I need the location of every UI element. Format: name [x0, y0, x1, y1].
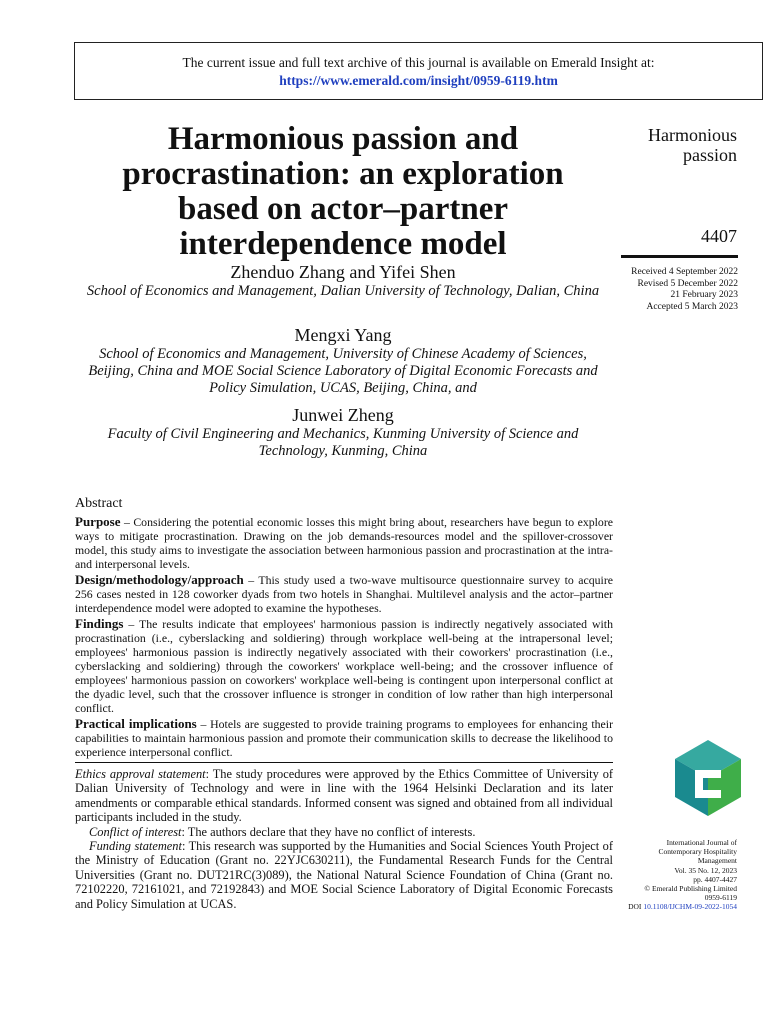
- journal-line: Management: [697, 856, 737, 866]
- footnotes: [75, 767, 613, 911]
- note-label: Funding statement: [89, 839, 182, 854]
- archive-banner: [74, 42, 763, 100]
- doi-line: [600, 902, 737, 911]
- author-block: [80, 325, 606, 397]
- author-name: Mengxi Yang: [294, 325, 392, 345]
- issn: 0959-6119: [704, 893, 737, 903]
- revised-line: 21 February 2023: [670, 290, 738, 300]
- note-label: Ethics approval statement: [75, 767, 206, 781]
- abstract-section: [75, 573, 613, 615]
- doi-label: DOI: [628, 902, 644, 912]
- running-head: [615, 125, 737, 165]
- running-head-line: passion: [683, 145, 737, 165]
- page-number-rule: [621, 255, 738, 258]
- journal-pages: pp. 4407-4427: [693, 874, 737, 884]
- section-label: Practical implications: [75, 716, 197, 731]
- author-name: Junwei Zheng: [292, 405, 394, 425]
- note-label: Conflict of interest: [89, 824, 182, 839]
- doi-link[interactable]: 10.1108/IJCHM-09-2022-1054: [643, 902, 737, 912]
- author-affiliation: Faculty of Civil Engineering and Mechanics, Kunming University of Science and Technology, Kunming, China: [107, 426, 579, 459]
- note-text: : This research was supported by the Humanities and Social Sciences Youth Project of the Ministry of Education (Grant no. 22YJC630211), the Fundamental Research Funds for the Central Universities (Grant no. DUT21RC(3)089), the National Natural Science Foundation of China (Grant no. 72102220, 72161021, and 72192843) and MOE Social Science Laboratory of Digital Economic Forecasts and Policy Simulation at UCAS.: [75, 839, 613, 911]
- journal-url-link[interactable]: https://www.emerald.com/insight/0959-6119.htm: [279, 73, 558, 88]
- author-affiliation: School of Economics and Management, University of Chinese Academy of Sciences, Beijing, China and MOE Social Science Laboratory of Digital Economic Forecasts and Policy Simulation, UCAS, Beijing, China, and: [88, 346, 598, 396]
- conflict-statement: [75, 825, 613, 839]
- ethics-statement: [75, 767, 613, 825]
- banner-text: The current issue and full text archive of this journal is available on Emerald Insight at:: [182, 55, 655, 70]
- abstract-heading: Abstract: [75, 496, 123, 511]
- received-line: Received 4 September 2022: [631, 267, 738, 277]
- journal-info: [600, 838, 737, 912]
- section-label: Design/methodology/approach: [75, 572, 244, 587]
- abstract-section: [75, 717, 613, 759]
- journal-line: International Journal of: [666, 838, 737, 847]
- section-text: – Hotels are suggested to provide training programs to employees for enhancing their capabilities to maintain harmonious passion and promote their communication skills to decrease the likelihood to experience interpersonal conflict.: [75, 717, 613, 759]
- author-block: [80, 262, 606, 300]
- funding-statement: [75, 839, 613, 911]
- section-label: Findings: [75, 616, 124, 631]
- accepted-line: Accepted 5 March 2023: [646, 301, 738, 312]
- section-text: – Considering the potential economic losses this might bring about, researchers have begun to explore ways to mitigate procrastination. Drawing on the job demands-resources model and the spillover-crossover model, this study aims to investigate the association between harmonious passion and procrastination at the intra- and interpersonal levels.: [75, 515, 613, 571]
- journal-line: Contemporary Hospitality: [658, 847, 737, 857]
- author-block: [80, 405, 606, 460]
- section-text: – The results indicate that employees' harmonious passion is indirectly negatively associated with procrastination (i.e., cyberslacking and soldiering) through workplace well-being at the intrapersonal level; employees' harmonious passion is indirectly negatively associated with their coworkers' procrastination (i.e., cyberslacking and soldiering) through the coworkers' workplace well-being; and the crossover influence of employees' harmonious passion on coworkers' workplace well-being is contingent upon interpersonal conflict at the dyadic level, such that the crossover influence is stronger in condition of low rather than high interpersonal conflict.: [75, 617, 613, 715]
- crossref-logo-icon: [675, 740, 741, 816]
- page-number: 4407: [701, 226, 737, 246]
- section-label: Purpose: [75, 514, 121, 529]
- paper-title: Harmonious passion and procrastination: an exploration based on actor–partner interdependence model: [122, 121, 564, 262]
- section-text: – This study used a two-wave multisource questionnaire survey to acquire 256 cases nested in 128 coworker dyads from two hotels in Shanghai. Multilevel analysis and the actor–partner interdependence model were adopted to examine the hypotheses.: [75, 573, 613, 615]
- abstract-section: [75, 515, 613, 571]
- author-affiliation: School of Economics and Management, Dalian University of Technology, Dalian, China: [86, 283, 600, 299]
- journal-volume: Vol. 35 No. 12, 2023: [674, 865, 737, 875]
- abstract: [75, 497, 613, 761]
- copyright: © Emerald Publishing Limited: [644, 884, 737, 894]
- running-head-line: Harmonious: [648, 125, 737, 145]
- revised-line: Revised 5 December 2022: [637, 278, 738, 289]
- received-dates: [600, 267, 738, 313]
- note-text: : The study procedures were approved by the Ethics Committee of University of Dalian University of Technology and were in line with the 1964 Helsinki Declaration and its later amendments or comparable ethical standards. Informed consent was signed and obtained from all individual participants included in the study.: [75, 767, 614, 825]
- notes-divider: [75, 762, 613, 763]
- note-text: : The authors declare that they have no conflict of interests.: [181, 824, 476, 839]
- author-name: Zhenduo Zhang and Yifei Shen: [230, 262, 456, 282]
- abstract-section: [75, 617, 613, 715]
